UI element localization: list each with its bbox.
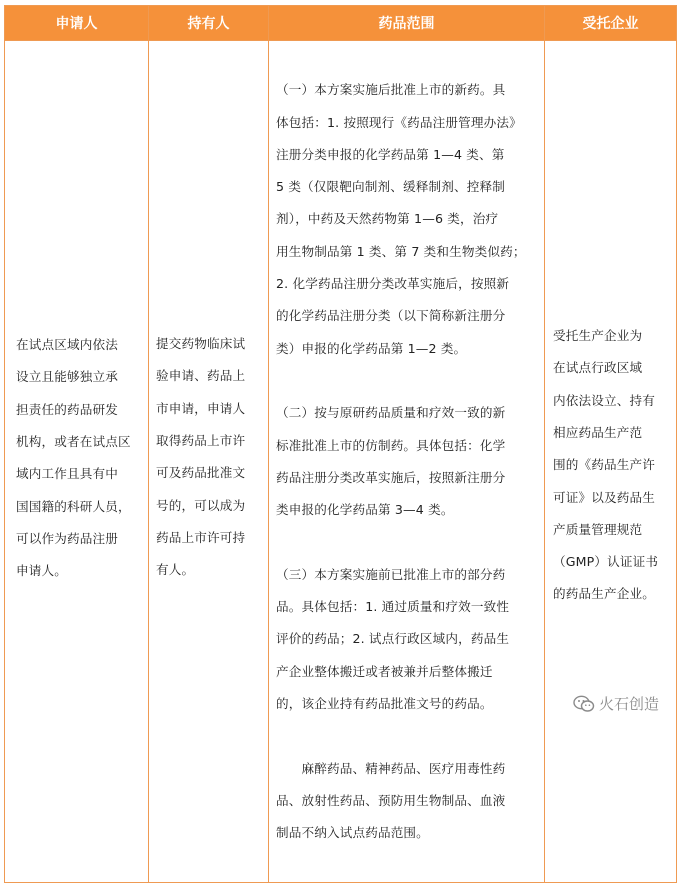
- applicant-text: 在试点区域内依法 设立且能够独立承 担责任的药品研发 机构，或者在试点区 域内工作且具有中 国国籍的科研人员， 可以作为药品注册 申请人。: [5, 329, 148, 587]
- scope-paragraph-3: （三）本方案实施前已批准上市的部分药 品。具体包括：1. 通过质量和疗效一致性 评价的药品；2. 试点行政区域内，药品生 产企业整体搬迁或者被兼并后整体搬迁 的，该企业持有药品批准文号的药品。: [276, 559, 542, 720]
- header-scope: 药品范围: [269, 6, 545, 41]
- table-row: [5, 41, 677, 883]
- applicant-cell: [5, 41, 149, 883]
- wechat-icon: [573, 695, 595, 713]
- scope-paragraph-4: 麻醉药品、精神药品、医疗用毒性药 品、放射性药品、预防用生物制品、血液 制品不纳入试点药品范围。: [276, 753, 542, 850]
- watermark-text: 火石创造: [599, 693, 659, 714]
- holder-cell: [149, 41, 269, 883]
- header-applicant: 申请人: [5, 6, 149, 41]
- entrusted-text: 受托生产企业为 在试点行政区域 内依法设立、持有 相应药品生产范 围的《药品生产许 可证》以及药品生 产质量管理规范 （GMP）认证证书 的药品生产企业。: [545, 320, 676, 611]
- header-holder: 持有人: [149, 6, 269, 41]
- entrusted-cell: [545, 41, 677, 883]
- scope-cell: [269, 41, 545, 883]
- scope-text: [269, 42, 544, 882]
- header-row: [5, 6, 677, 41]
- watermark: [573, 693, 659, 714]
- holder-text: 提交药物临床试 验申请、药品上 市申请，申请人 取得药品上市许 可及药品批准文 号的，可以成为 药品上市许可持 有人。: [149, 328, 268, 586]
- scope-paragraph-1: （一）本方案实施后批准上市的新药。具 体包括：1. 按照现行《药品注册管理办法》 注册分类申报的化学药品第 1—4 类、第 5 类（仅限靶向制剂、缓释制剂、控释制 剂），中药及天然药物第 1—6 类，治疗 用生物制品第 1 类、第 7 类和生物类似药； 2. 化学药品注册分类改革实施后，按照新 的化学药品注册分类（以下简称新注册分 类）申报的化学药品第 1—2 类。: [276, 74, 542, 365]
- header-entrusted: 受托企业: [545, 6, 677, 41]
- scope-paragraph-2: （二）按与原研药品质量和疗效一致的新 标准批准上市的仿制药。具体包括：化学 药品注册分类改革实施后，按照新注册分 类申报的化学药品第 3—4 类。: [276, 397, 542, 526]
- policy-table: [4, 5, 677, 883]
